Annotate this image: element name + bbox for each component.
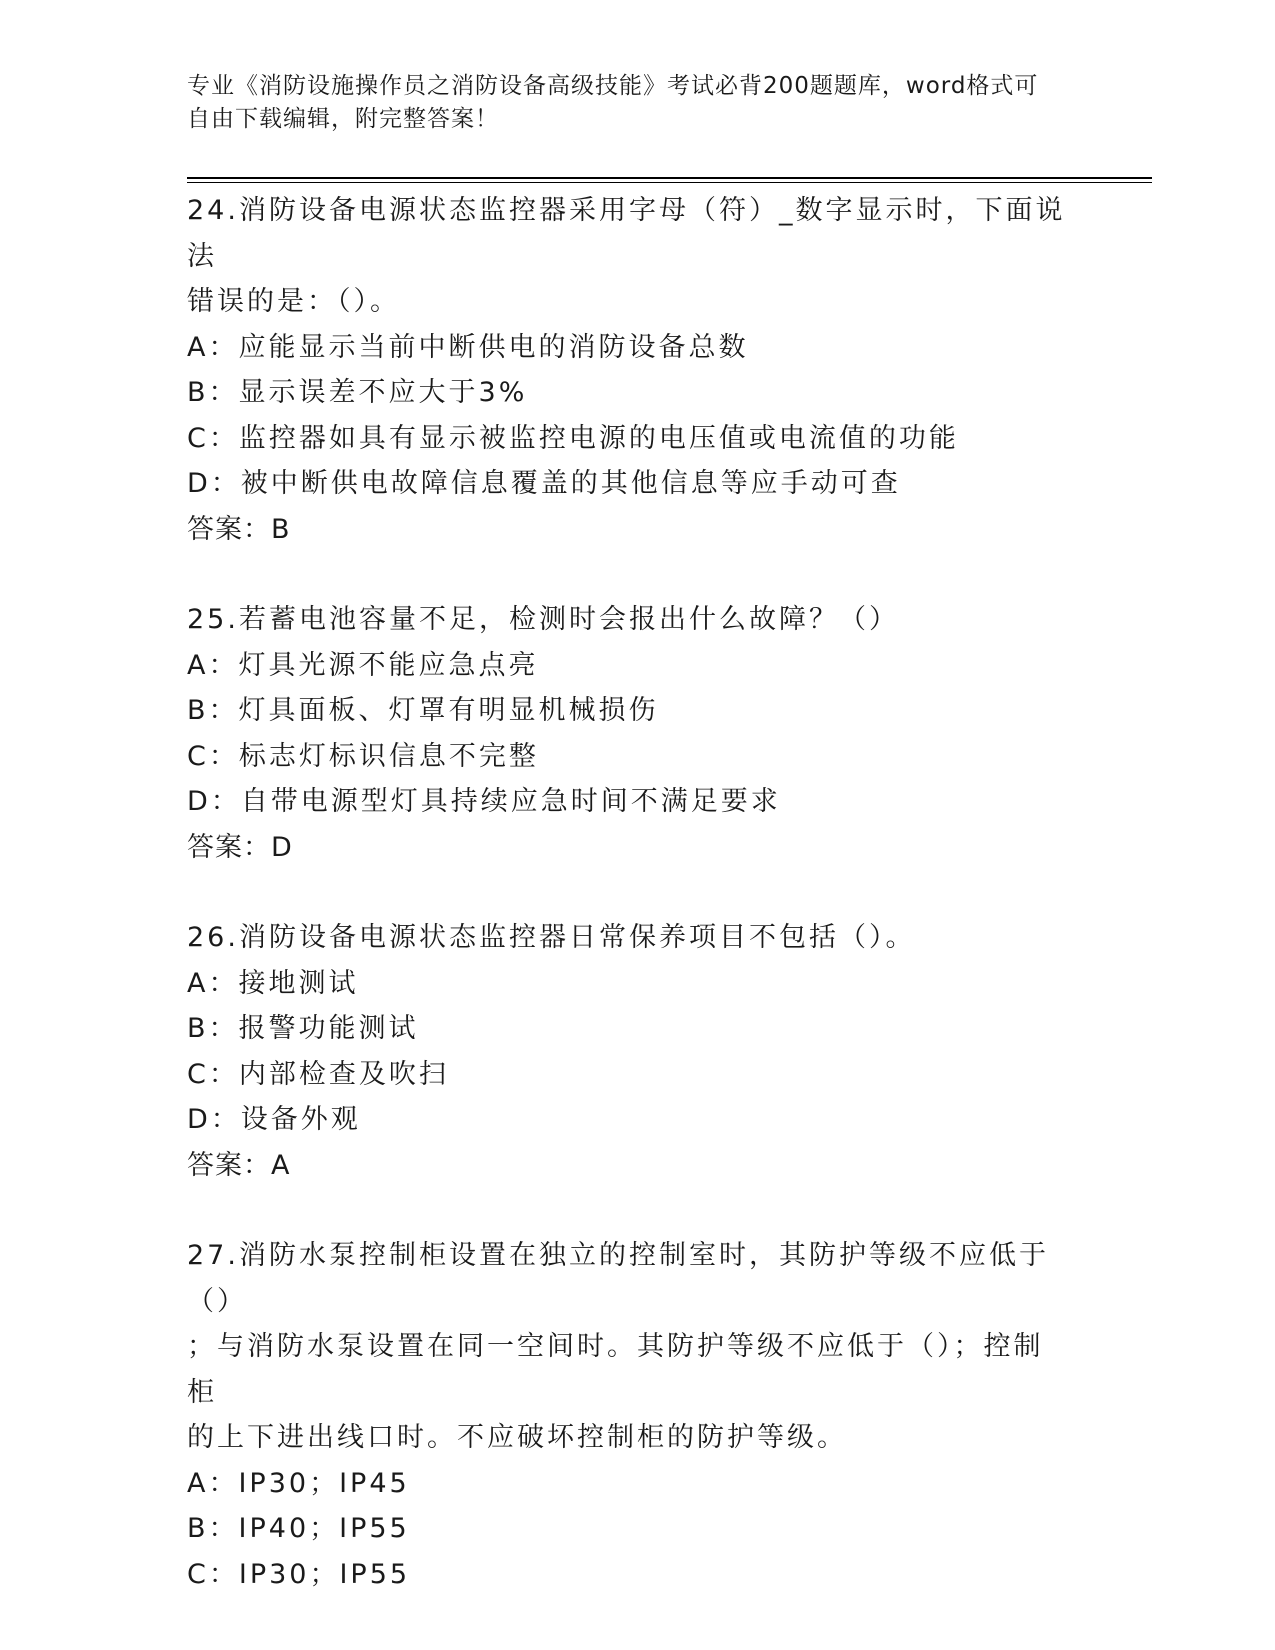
question-number: 26. [187, 922, 239, 953]
spacer [187, 1188, 1067, 1233]
option-d: D：设备外观 [187, 1104, 361, 1135]
question-list [187, 188, 1067, 1597]
header-divider-thin [187, 182, 1152, 183]
question-number: 27. [187, 1240, 239, 1271]
option-d: D：被中断供电故障信息覆盖的其他信息等应手动可查 [187, 468, 901, 499]
question-text-line: 若蓄电池容量不足，检测时会报出什么故障？（） [238, 604, 899, 635]
question-number: 24. [187, 195, 239, 226]
option-d: D：自带电源型灯具持续应急时间不满足要求 [187, 786, 781, 817]
question-text-line: 消防设备电源状态监控器采用字母（符）_数字显示时，下面说法 [187, 195, 1066, 272]
spacer [187, 552, 1067, 597]
question-26 [187, 915, 1067, 1188]
option-a: A：灯具光源不能应急点亮 [187, 649, 539, 681]
option-c: C：内部检查及吹扫 [187, 1058, 449, 1090]
question-text [187, 1233, 1067, 1324]
question-25 [187, 597, 1067, 870]
answer-line: 答案：D [187, 831, 293, 863]
answer-line: 答案：A [187, 1149, 291, 1181]
question-27 [187, 1233, 1067, 1597]
question-text [187, 915, 1067, 961]
question-text-line: 消防设备电源状态监控器日常保养项目不包括（）。 [238, 922, 916, 953]
option-a: A：应能显示当前中断供电的消防设备总数 [187, 331, 749, 363]
question-text [187, 188, 1067, 279]
question-text-line: 消防水泵控制柜设置在独立的控制室时，其防护等级不应低于（） [187, 1240, 1049, 1317]
option-b: B：灯具面板、灯罩有明显机械损伤 [187, 695, 659, 726]
question-text [187, 597, 1067, 643]
document-header [187, 70, 1067, 136]
header-divider-thick [187, 177, 1152, 179]
question-text-line: 的上下进出线口时。不应破坏控制柜的防护等级。 [187, 1422, 847, 1453]
option-a: A：接地测试 [187, 967, 359, 999]
answer-line: 答案：B [187, 513, 291, 545]
header-line-1: 专业《消防设施操作员之消防设备高级技能》考试必背200题题库，word格式可 [187, 73, 1039, 99]
option-b: B：报警功能测试 [187, 1013, 419, 1044]
option-c: C：IP30；IP55 [187, 1558, 411, 1590]
option-b: B：IP40；IP55 [187, 1513, 410, 1544]
option-a: A：IP30；IP45 [187, 1467, 410, 1499]
option-c: C：监控器如具有显示被监控电源的电压值或电流值的功能 [187, 422, 959, 454]
spacer [187, 870, 1067, 915]
question-number: 25. [187, 604, 239, 635]
option-b: B：显示误差不应大于3% [187, 377, 528, 408]
header-line-2: 自由下载编辑，附完整答案！ [187, 106, 499, 132]
question-24 [187, 188, 1067, 552]
question-text-line: 错误的是：（）。 [187, 286, 400, 317]
option-c: C：标志灯标识信息不完整 [187, 740, 539, 772]
question-text-line: ；与消防水泵设置在同一空间时。其防护等级不应低于（）；控制柜 [187, 1331, 1044, 1408]
